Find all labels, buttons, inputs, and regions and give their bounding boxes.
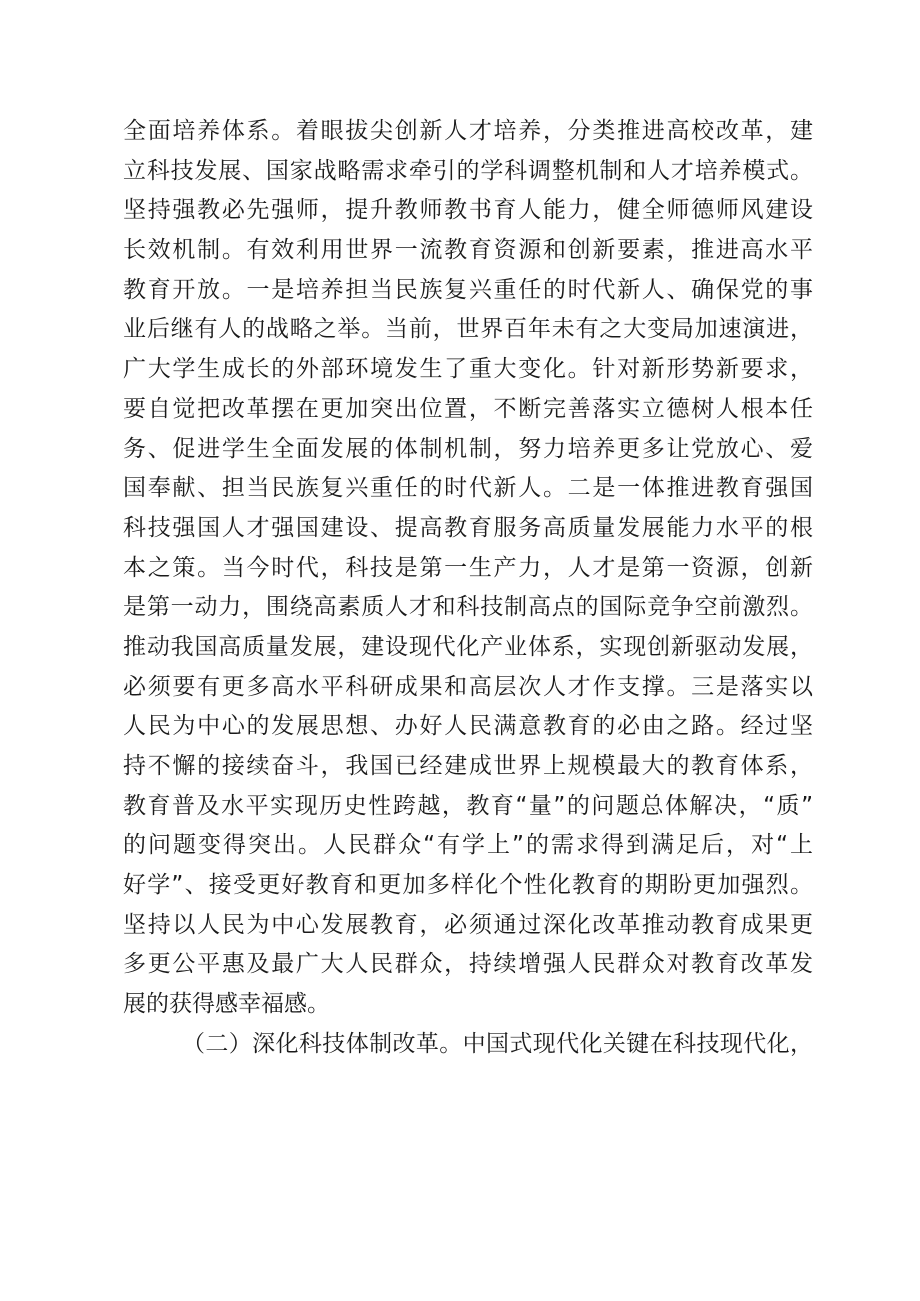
text-line: 持不懈的接续奋斗，我国已经建成世界上规模最大的教育体系， <box>123 753 813 779</box>
text-line: 教育开放。一是培养担当民族复兴重任的时代新人、确保党的事 <box>123 276 813 303</box>
section-heading-line: （二）深化科技体制改革。中国式现代化关键在科技现代化， <box>182 1030 813 1057</box>
text-line: 立科技发展、国家战略需求牵引的学科调整机制和人才培养模式。 <box>123 157 813 184</box>
text-line: 要自觉把改革摆在更加突出位置，不断完善落实立德树人根本任 <box>123 395 813 422</box>
text-line: 的问题变得突出。人民群众“有学上”的需求得到满足后，对“上 <box>123 832 813 859</box>
body-text <box>123 112 813 1065</box>
text-line: 必须要有更多高水平科研成果和高层次人才作支撑。三是落实以 <box>123 673 813 700</box>
text-line: 教育普及水平实现历史性跨越，教育“量”的问题总体解决，“质” <box>123 792 813 819</box>
text-line: 务、促进学生全面发展的体制机制，努力培养更多让党放心、爱 <box>123 435 813 462</box>
text-line: 坚持强教必先强师，提升教师教书育人能力，健全师德师风建设 <box>123 197 813 224</box>
text-line: 多更公平惠及最广大人民群众，持续增强人民群众对教育改革发 <box>123 951 813 978</box>
text-line: 推动我国高质量发展，建设现代化产业体系，实现创新驱动发展， <box>123 633 813 660</box>
paragraph-end-line: 展的获得感幸福感。 <box>123 991 330 1018</box>
text-line: 业后继有人的战略之举。当前，世界百年未有之大变局加速演进， <box>123 316 813 343</box>
text-line: 全面培养体系。着眼拔尖创新人才培养，分类推进高校改革，建 <box>123 118 813 144</box>
text-line: 本之策。当今时代，科技是第一生产力，人才是第一资源，创新 <box>123 554 813 581</box>
text-line: 科技强国人才强国建设、提高教育服务高质量发展能力水平的根 <box>123 514 813 541</box>
text-line: 是第一动力，围绕高素质人才和科技制高点的国际竞争空前激烈。 <box>123 594 813 621</box>
text-line: 坚持以人民为中心发展教育，必须通过深化改革推动教育成果更 <box>123 911 813 938</box>
text-line: 人民为中心的发展思想、办好人民满意教育的必由之路。经过坚 <box>123 713 813 740</box>
text-line: 好学”、接受更好教育和更加多样化个性化教育的期盼更加强烈。 <box>123 872 813 899</box>
text-line: 广大学生成长的外部环境发生了重大变化。针对新形势新要求， <box>123 356 813 383</box>
text-line: 长效机制。有效利用世界一流教育资源和创新要素，推进高水平 <box>123 237 813 264</box>
text-line: 国奉献、担当民族复兴重任的时代新人。二是一体推进教育强国 <box>123 475 813 502</box>
